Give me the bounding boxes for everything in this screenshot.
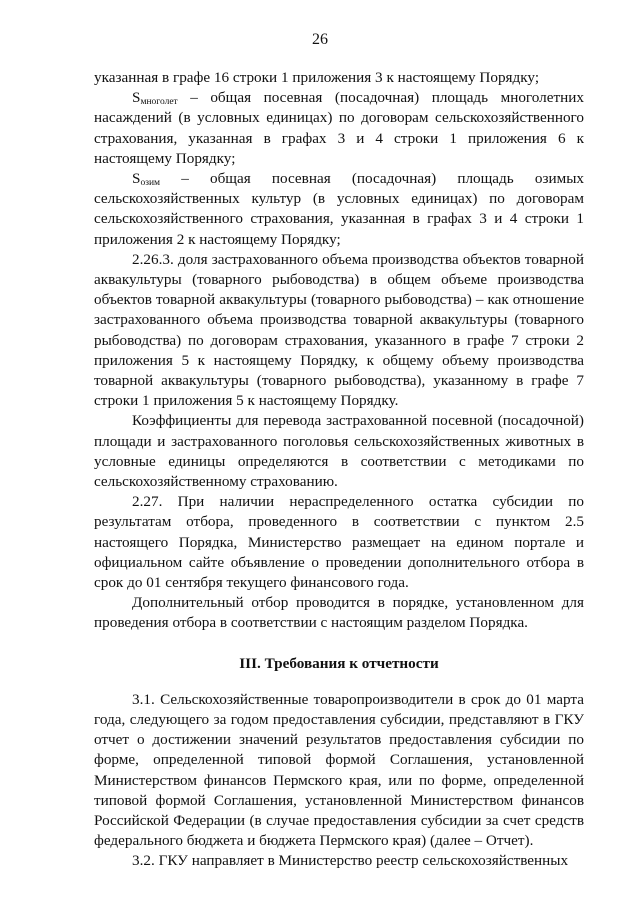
paragraph-2-26-3: 2.26.3. доля застрахованного объема производства объектов товарной аквакультуры (товарного рыбоводства) в общем объеме производства объектов товарной аквакультуры (товарного рыбоводства) – как отношение застрахованного объема производства товарной аквакультуры (товарного рыбоводства) по договорам страхования, указанного в графе 7 строки 2 приложения 5 к настоящему Порядку, к общему объему производства товарной аквакультуры (товарного рыбоводства), указанному в графе 7 строки 1 приложения 5 к настоящему Порядку.: [94, 250, 584, 410]
paragraph-3-2: 3.2. ГКУ направляет в Министерство реестр сельскохозяйственных: [132, 852, 569, 870]
paragraph-s-perennial: [94, 88, 584, 169]
paragraph-additional-selection: Дополнительный отбор проводится в порядке, установленном для проведения отбора в соответствии с настоящим разделом Порядка.: [94, 594, 584, 632]
document-body: [94, 68, 584, 872]
paragraph-text: – общая посевная (посадочная) площадь озимых сельскохозяйственных культур (в условных единицах) по договорам сельскохозяйственного страхования, указанная в графах 3 и 4 строки 1 приложения 2 к настоящему Порядку;: [94, 170, 584, 248]
paragraph-s-winter: [94, 169, 584, 250]
paragraph-text: – общая посевная (посадочная) площадь многолетних насаждений (в условных единицах) по договорам сельскохозяйственного страхования, указанная в графах 3 и 4 строки 1 приложения 6 к настоящему Порядку;: [94, 89, 584, 167]
formula-symbol: S: [132, 170, 141, 188]
paragraph-continuation: указанная в графе 16 строки 1 приложения 3 к настоящему Порядку;: [94, 69, 540, 86]
page-number: 26: [312, 31, 328, 48]
formula-subscript: озим: [140, 178, 161, 189]
paragraph-2-27: 2.27. При наличии нераспределенного остатка субсидии по результатам отбора, проведенного в соответствии с пунктом 2.5 настоящего Порядка, Министерство размещает на едином портале и официальном сайте объявление о проведении дополнительного отбора в срок до 01 сентября текущего финансового года.: [94, 493, 584, 592]
formula-symbol: S: [132, 89, 141, 107]
section-heading: III. Требования к отчетности: [239, 654, 439, 672]
paragraph-3-1: 3.1. Сельскохозяйственные товаропроизводители в срок до 01 марта года, следующего за годом предоставления субсидии, представляют в ГКУ отчет о достижении значений результатов предоставления субсидии по форме, определенной типовой формой Соглашения, установленной Министерством финансов Пермского края, или по форме, определенной типовой формой Соглашения, установленной Министерством финансов Российской Федерации (в случае предоставления субсидии за счет средств федерального бюджета и бюджета Пермского края) (далее – Отчет).: [94, 690, 584, 850]
paragraph-coefficients: Коэффициенты для перевода застрахованной посевной (посадочной) площади и застрахованного поголовья сельскохозяйственных животных в условные единицы определяются в соответствии с методиками по сельскохозяйственному страхованию.: [94, 412, 584, 491]
formula-subscript: многолет: [140, 97, 178, 108]
